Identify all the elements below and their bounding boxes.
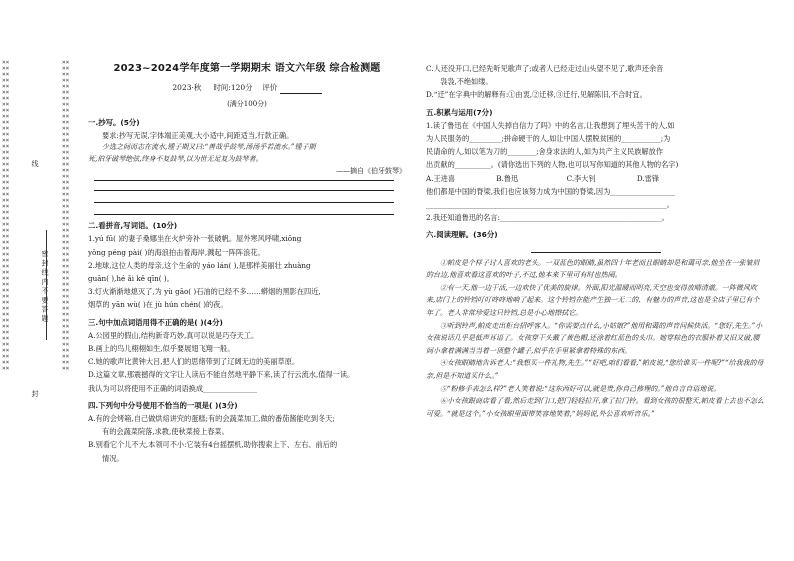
time-label: 时间:120分 xyxy=(213,83,253,93)
quote-text: 死,伯牙破琴绝弦,终身不复鼓琴,以为世无足复为鼓琴者。 xyxy=(88,154,263,163)
question-text: 2.地球,这位人类的母亲,这个生命的 yáo lán( ),是那样美丽壮 zhuàng xyxy=(88,260,311,270)
option-d: D.“迁”在字典中的解释有:①由衷,②迁移,③迁行,见解陈旧,不合时宜。 xyxy=(426,90,647,100)
option-a: A.有的会烤箱,自己做烘焙讲究的蛋糕;有的会蔬菜加工,做的番茄酱能吃到冬天; xyxy=(88,414,335,424)
answer-line[interactable]: ___________________________________________________________________。 xyxy=(426,200,674,210)
binding-mark-top: 线 xyxy=(31,160,39,168)
option-b: B.别看它个儿不大,本领可不小:它装有4台摇摆机,助你搜索上下、左右、前后的 xyxy=(88,440,338,450)
question-text: 要求:抄写无误,字体端正美观,大小适中,间距适当,行款正确。 xyxy=(102,130,294,140)
option-item: C.李大钊 xyxy=(566,173,596,183)
option-a: A.公园里的假山,结构新奇巧妙,真可以说是巧夺天工。 xyxy=(88,330,259,340)
binding-mark-bottom: 封 xyxy=(31,390,39,398)
option-b-cont: 情况。 xyxy=(102,453,124,463)
question-text: 1.读了鲁迅在《中国人失掉自信力了吗》中的名言,让我想到了埋头苦干的人,如 xyxy=(426,120,675,130)
story-title-blank[interactable] xyxy=(531,248,661,253)
question-text: 出贡献的__________。(请你选出下列的人物,也可以写你知道的其他人物的名字) xyxy=(426,160,679,170)
grade-label: 评价 xyxy=(262,83,278,93)
section-heading: 六.阅读理解。(36分) xyxy=(426,230,498,240)
exam-meta xyxy=(88,81,406,94)
question-text: 为人民服务的_________;拼命硬干的人,如让中国人摆脱贫困的___________;为 xyxy=(426,134,671,144)
section-heading: 三.句中加点词语用得不正确的是( )(4分) xyxy=(88,317,223,327)
season-label: 2023·秋 xyxy=(172,83,202,93)
section-heading: 四.下列句中分号使用不恰当的一项是( )(3分) xyxy=(88,400,238,410)
question-text: yǒng péng pài( )的海浪拍击着海岸,溅起一阵阵浪花。 xyxy=(88,247,265,257)
binding-margin xyxy=(0,0,72,561)
option-a-cont: 有的会蔬菜院落,求教,使秋菜接上春菜。 xyxy=(102,427,229,437)
cut-line-inner: ×××××××××××××××××××××××××××××××××××××××××××××××××××××××××××××××××××××××××××××××××××××××××××××××××××××××× xyxy=(2,60,10,372)
story-paragraph: ④女孩眼睛地告诉老人:“我想买一件礼物,先生。”“好吧,咱们看看,”帕皮说,“您给谁买一件呢?”“给我我的母亲,但是不知道买什么。” xyxy=(426,359,764,380)
full-score: (满分100分) xyxy=(227,100,267,109)
writing-grid[interactable] xyxy=(94,180,394,215)
right-column xyxy=(426,62,766,420)
question-text: 3.灯火渐渐地熄灭了,为 yù gāo( )石油的已经不多……蟒烟的黑影在四近, xyxy=(88,287,321,297)
question-text: 民请命的人,如以笔为刀的________;舍身求法的人,如为共产主义民族解放作 xyxy=(426,147,663,157)
option-c-cont: 袅袅,不绝如缕。 xyxy=(440,77,493,87)
option-b: B.画上的鸟儿栩栩如生,似乎要展翅飞翔一般。 xyxy=(88,344,235,354)
cut-line-outer: ×××××××××××××××××××××××××××××××××××××××××××××××××××××××××××××××××××××××××××××××××××××××××××××××××××××××× xyxy=(62,60,70,372)
option-c: C.她的歌声比黄钟大吕,把人们的思绪带到了辽阔无边的美丽草原。 xyxy=(88,357,300,367)
option-list xyxy=(426,172,766,185)
section-heading: 二.看拼音,写词语。(10分) xyxy=(88,221,178,231)
question-text: 烟草的 yān wù( )在 jù hún chén( )的夜。 xyxy=(88,300,228,310)
option-item: A.王进喜 xyxy=(426,173,456,183)
story-paragraph: ①帕皮是个样子讨人喜欢的老头。一双蓝色的眼睛,虽然四十年老而且眼睛却是和蔼可亲,他坐在一张皱眉的台边,他喜欢看这喜欢的叶子,不过,他本来下里可有时也热闹。 xyxy=(426,258,760,280)
section-heading: 一.抄写。(5分) xyxy=(88,117,140,127)
story-paragraph: ③听到铃声,帕皮走出柜台招呼客人。“你需要点什么,小姑娘?”他用和蔼的声音问候快活。“您好,先生。”小女孩说话几乎是低声耳语了。女孩穿干头戴了黄色帽,还涂着红蓝色的头巾。她穿棕色的衣服补着又旧又破,腰间小拿着满满当当着一顶整个罐子,似乎在手里紧拿着特殊的东西。 xyxy=(426,321,763,355)
option-d: D.这篇文章,那震撼得的文字让人读后不能自然地平静下来,读了行云流水,值得一读。 xyxy=(88,370,355,380)
page-title: 2023~2024学年度第一学期期末 语文六年级 综合检测题 xyxy=(113,63,381,74)
section-heading: 五.积累与运用(7分) xyxy=(426,107,493,117)
story-paragraph: ⑥小女孩跟商店看了看,然后走到门口,把门轻轻拉开,拿了拉门铃。看到女孩的很整天,帕皮看上去也不怎么可爱。“就是这个。”小女孩眼里面带笑容地笑着,“妈妈说,外公喜欢听音乐。” xyxy=(426,397,764,418)
story-paragraph: ②有一天,他一边干活,一边欢快了优美的旋律。外面,阳光温暖而明亮,天空也变得放晴清澈。一阵微风吹来,店门上的铃铛叮叮咚咚地响了起来。这个铃铛在能产生独一无二的、有魅力的声音,这也是全店子里已有个年了。老人非常珍爱这只铃铛,总是小心地擦拭它。 xyxy=(426,283,760,318)
question-text: 2.我还知道鲁迅的名言:_____________________________________________。 xyxy=(426,213,669,223)
seal-warning: 密 封 线 内 不 要 答 题 xyxy=(41,250,49,322)
quote-source: ——摘自《伯牙鼓琴》 xyxy=(336,167,406,176)
left-column xyxy=(88,58,406,465)
story-paragraph: ⑤“粉修手表怎么样?”老人笑着说:“这东西好可以,就是贵,你自己修理的。”他自言自语地说。 xyxy=(440,384,721,393)
question-text: 1.yú fū( )的妻子桑娜坐在火炉旁补一张破帆。屋外寒风呼啸,xiōng xyxy=(88,234,302,244)
option-item: D.雷锋 xyxy=(636,173,660,183)
grade-blank[interactable] xyxy=(280,85,322,94)
option-c: C.人还没开口,已经先听见歌声了;或者人已经走过山头望不见了,歌声还余音 xyxy=(426,64,664,73)
option-item: B.鲁迅 xyxy=(496,173,519,183)
question-text: 他们都是中国的脊梁,我们也应该努力成为中国的脊梁,因为__________________ xyxy=(426,186,675,196)
quote-text: 少选之间而志在流水,锺子期又曰:“善哉乎鼓琴,汤汤乎若流水。”锺子期 xyxy=(102,143,316,152)
question-note: 我认为可以将使用不正确的词语换成_______________ xyxy=(88,383,257,393)
question-text: guān( ),hé ǎi kě qīn( )。 xyxy=(88,274,174,284)
